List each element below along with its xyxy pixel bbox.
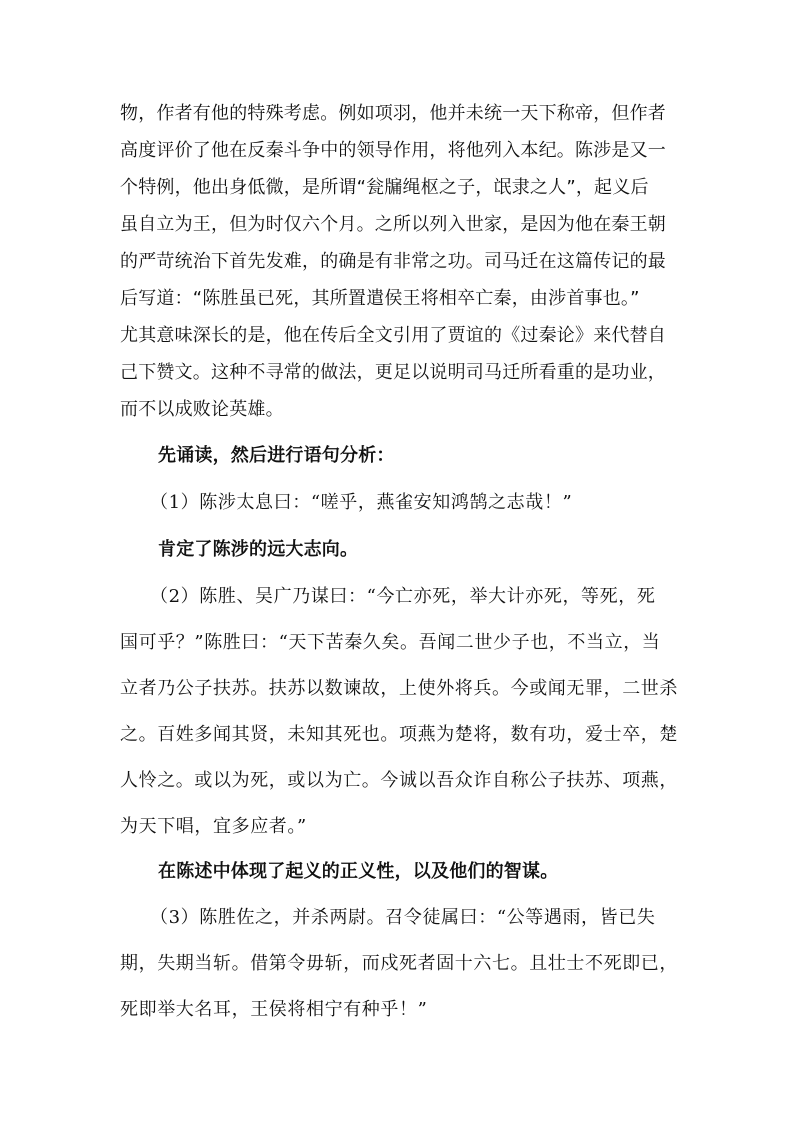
item1-analysis: 肯定了陈涉的远大志向。 [158,539,359,560]
item2-quote-line-4: 之。百姓多闻其贤，未知其死也。项燕为楚将，数有功，爱士卒，楚 [120,724,678,745]
section-heading: 先诵读，然后进行语句分析： [158,445,395,466]
item3-quote-line-1: （3）陈胜佐之，并杀两尉。召令徒属曰：“公等遇雨，皆已失 [150,907,656,928]
item2-quote-line-6: 为天下唱，宜多应者。” [120,816,307,837]
item2-quote-line-1: （2）陈胜、吴广乃谋曰：“今亡亦死，举大计亦死，等死，死 [150,586,656,607]
intro-line-2: 高度评价了他在反秦斗争中的领导作用，将他列入本纪。陈涉是又一 [120,140,666,161]
item2-quote-line-2: 国可乎？”陈胜曰：“天下苦秦久矣。吾闻二世少子也，不当立，当 [120,632,661,653]
intro-line-8: 己下赞文。这种不寻常的做法，更足以说明司马迁所看重的是功业， [120,362,666,383]
item1-quote: （1）陈涉太息曰：“嗟乎，燕雀安知鸿鹄之志哉！” [150,492,573,513]
intro-line-5: 的严苛统治下首先发难，的确是有非常之功。司马迁在这篇传记的最 [120,251,666,272]
item2-quote-line-5: 人怜之。或以为死，或以为亡。今诚以吾众诈自称公子扶苏、项燕， [120,770,678,791]
intro-line-9: 而不以成败论英雄。 [120,399,284,420]
intro-line-7: 尤其意味深长的是，他在传后全文引用了贾谊的《过秦论》来代替自 [120,325,666,346]
item3-quote-line-3: 死即举大名耳，王侯将相宁有种乎！” [120,999,428,1020]
intro-line-3: 个特例，他出身低微，是所谓“瓮牖绳枢之子，氓隶之人”，起义后 [120,177,649,198]
item2-analysis: 在陈述中体现了起义的正义性，以及他们的智谋。 [158,861,559,882]
intro-line-6: 后写道：“陈胜虽已死，其所置遣侯王将相卒亡秦，由涉首事也。” [120,288,640,309]
intro-line-1: 物，作者有他的特殊考虑。例如项羽，他并未统一天下称帝，但作者 [120,103,666,124]
item2-quote-line-3: 立者乃公子扶苏。扶苏以数谏故，上使外将兵。今或闻无罪，二世杀 [120,678,678,699]
item3-quote-line-2: 期，失期当斩。借第令毋斩，而戍死者固十六七。且壮士不死即已， [120,953,678,974]
intro-line-4: 虽自立为王，但为时仅六个月。之所以列入世家，是因为他在秦王朝 [120,214,666,235]
